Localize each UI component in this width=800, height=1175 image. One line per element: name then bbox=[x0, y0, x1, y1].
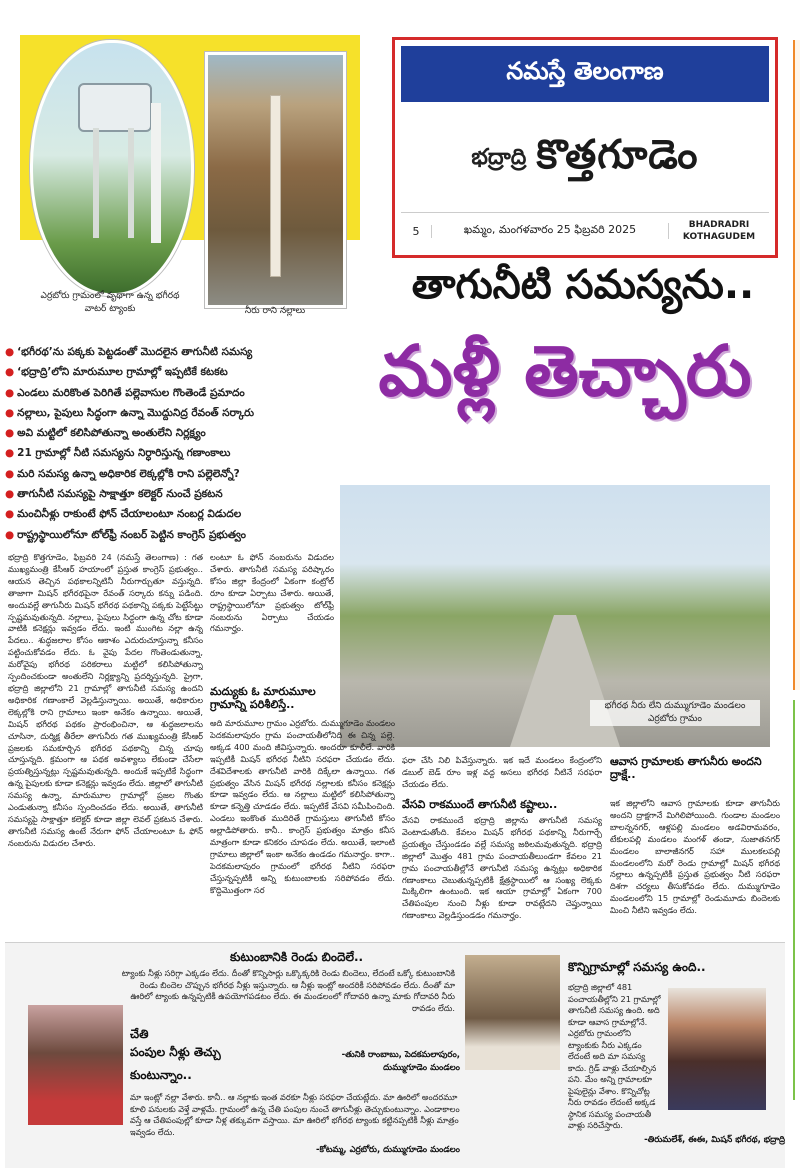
key-point: ● తాగునీటి సమస్యపై సాక్షాత్తూ కలెక్టర్ నుంచే ప్రకటన bbox=[5, 488, 223, 501]
subheading-village: మద్యుకు ఓ మారుమూల గ్రామాన్ని పరిశీలిస్తే.. bbox=[210, 685, 316, 711]
page-edge-stripe-lower bbox=[793, 700, 800, 1100]
person-photo-tirumalesh bbox=[668, 988, 766, 1110]
tank-leg bbox=[93, 128, 99, 238]
tap-pipe-photo bbox=[205, 52, 346, 308]
key-point: ● అవి మట్టిలో కలిసిపోతున్నా అంతులేని నిర్లక్ష్యం bbox=[5, 427, 206, 440]
quote2-title: కొన్నిగ్రామాల్లో సమస్య ఉంది.. bbox=[568, 960, 706, 974]
article-column-4: ఇక జిల్లాలోని ఆవాస గ్రామాలకు కూడా తాగునీరు అందని ద్రాక్షగానే మిగిలిపోయింది. గుండాల మండలం బాలన్ననగర్, ఆళ్లపల్లి మండలం అడవిరామవరం, టేకులపల్లి మండలం మంగళ్ తండా, సుజాతనగర్ మండలం బాలాజీనగర్ సహా ములకలపల్లి మండలంలోని మరో రెండు గ్రామాల్లో మిషన్ భగీరథ నల్లాలు ఉన్నప్పటికీ ప్రస్తుత ప్రభుత్వం నీటి సరఫరా దిశగా చర్యలు తీసుకోవడం లేదు. దుమ్ముగూడెం మండలంలోని 15 గ్రామాల్లో రెండుమూడు బిందెలకు మించి నీటిని ఇవ్వడం లేదు. bbox=[610, 798, 780, 916]
tank-photo-caption: ఎర్రబోరు గ్రామంలో వృథాగా ఉన్న భగీరథ వాటర్ ట్యాంకు bbox=[40, 291, 180, 314]
key-point: ● ‘భగీరథ’ను పక్కకు పెట్టడంతో మొదలైన తాగునీటి సమస్య bbox=[5, 346, 253, 358]
quote1-signature-line1: -తునికి రాంబాబు, పెదకమలాపురం, bbox=[341, 1050, 460, 1060]
pipe-photo-caption: నీరు రాని నల్లాలు bbox=[244, 306, 306, 316]
article-column-2: అది మారుమూల గ్రామం ఎర్రబోరు. దుమ్ముగూడెం మండలం పెదకమలాపురం గ్రామ పంచాయతీలోనిది ఈ చిన్న పల్లె. అక్కడ 400 మంది జీవిస్తున్నారు. అందరూ కూలీలే. వారికి ఇప్పటికీ మిషన్ భగీరథ నీటిని సరఫరా చేయడం లేదు. దేశవిదేశాలకు తాగునీటి వారికి దిక్కేలా ఉన్నాయి. గత ప్రభుత్వం వేసిన మిషన్ భగీరథ నల్లాలకు కనీసం కనెక్షన్లు కూడా ఇవ్వడం లేదు. ఆ నల్లాలు మట్టిలో కలిసిపోతున్నా కూడా కన్నెత్తి చూడడం లేదు. ఇప్పటికే వేసవి సమీపించింది. ఎండలు ఇంకొంత ముదిరితే గ్రామస్తులు తాగునీటి కోసం అల్లాడిపోతారు. కానీ.. కాంగ్రెస్ ప్రభుత్వం మాత్రం కనీస మాత్రంగా కూడా కనికరం చూపడం లేదు. అయితే, ఇలాంటి గ్రామాలు జిల్లాలో ఇంకా అనేకం ఉండడం గమనార్హం. కాగా.. పెదకమలాపురం గ్రామంలో భగీరథ నీటిని సరఫరా చేస్తున్నప్పటికీ అన్ని కుటుంబాలకు సరిపోవడం లేదు. కొద్దిమొత్తంగా సర bbox=[210, 718, 395, 895]
quote2-text: భద్రాద్రి జిల్లాలో 481 పంచాయతీల్లోని 21 గ్రామాల్లో తాగునీటి సమస్య ఉంది. అది కూడా ఆవాస గ్రామాల్లోనే. ఎర్రబోరు గ్రామంలోని ట్యాంకుకు నీరు ఎక్కడం లేదంటే అది మా సమస్య కాదు. గ్రిడ్ వాళ్లు చేయాల్సిన పని. మేం అన్ని గ్రామాలకూ పైపులైన్లు వేశాం. కొన్నిచోట్ల నీరు రావడం లేదంటే అక్కడ స్థానిక సమస్య పంచాయతీ వాళ్లు సరిచేస్తారు. bbox=[568, 982, 661, 1130]
quote1-text: ట్యాంకు నీళ్లు సరిగ్గా ఎక్కడం లేదు. దీంతో కొన్నిసార్లు ఒక్కొక్కరికి రెండు బిందెలు, లేదంటే ఒక్కో కుటుంబానికి రెండు బిందెల చొప్పున భగీరథ నీళ్లు ఇస్తున్నారు. ఆ నీళ్లు ఇంట్లో అందరికీ సరిపోవడం లేదు. దీంతో మా ఊరిలో ట్యాంకు ఉన్నప్పటికీ ఉపయోగపడటం లేదు. ఈ మండలంలో గోదావరి ఉన్నా మాకు గోదావరి నీరు రావడం లేదు. bbox=[121, 968, 455, 1013]
paper-name: నమస్తే తెలంగాణ bbox=[401, 46, 769, 102]
quote3-text: మా ఇంట్లో నల్లా వేశారు. కానీ.. ఆ నల్లాకు ఇంత వరకూ నీళ్లు సరఫరా చేయట్లేదు. మా ఊరిలో అందరమూ కూలి పనులకు వెళ్తే వాళ్లమే. గ్రామంలో ఉన్న చేతి పంపుల నుంచే తాగునీళ్లు తెచ్చుకుంటున్నాం. ఎండాకాలం వస్తే ఆ చేతిపంపుల్లో కూడా నీళ్ల తక్కువగా వస్తాయి. మా ఊరిలో భగీరథ ట్యాంకు కట్టినప్పటికీ నీళ్లు మాత్రం ఇవ్వడం లేదు. bbox=[130, 1092, 460, 1137]
article-column-3: వేసవి రాకముందే భద్రాద్రి జిల్లాను తాగునీటి సమస్య వెంటాడుతోంది. కేవలం మిషన్ భగీరథ పథకాన్ని నీరుగార్చే ప్రయత్నం చేస్తుండడం వల్లే సమస్య జఠిలమవుతున్నది. భద్రాద్రి జిల్లాలో మొత్తం 481 గ్రామ పంచాయతీలుండగా కేవలం 21 గ్రామ పంచాయతీల్లోనే తాగునీటి సమస్య ఉన్నట్లు అధికారిక గణాంకాలు చెబుతున్నప్పటికీ క్షేత్రస్థాయిలో ఆ సంఖ్య లెక్కకు మిక్కిలిగా ఉంటుంది. ఇక ఆయా గ్రామాల్లో ఏకంగా 700 చేతిపంపుల నుంచి నీళ్లు కూడా రావట్లేదని చెప్తున్నాయి గణాంకాలు వెల్లడిస్తుండడం గమనార్హం. bbox=[402, 815, 602, 921]
subheading-summer: వేసవి రాకముందే తాగునీటి కష్టాలు.. bbox=[402, 798, 558, 811]
key-points-list bbox=[5, 342, 330, 545]
key-point: ● మంచినీళ్లు రాకుంటే ఫోన్ చేయాలంటూ నంబర్ల విడుదల bbox=[5, 508, 242, 521]
quote1-title: కుటుంబానికి రెండు బిందెలే.. bbox=[230, 950, 364, 964]
edition-place-line1: BHADRADRI bbox=[688, 220, 750, 230]
edition-title bbox=[395, 110, 775, 210]
key-point: ● ఎండలు మరికొంత పెరిగితే పల్లెవాసుల గొంతెండే ప్రమాదం bbox=[5, 386, 245, 399]
quote3-title-line1: చేతి bbox=[130, 1027, 149, 1041]
key-point: ● ‘భద్రాద్రి’లోని మారుమూల గ్రామాల్లో ఇప్పటికే కటకట bbox=[5, 366, 228, 379]
masthead bbox=[392, 37, 778, 258]
page-number: 5 bbox=[401, 225, 432, 238]
article-column-2-top: లంటూ ఓ ఫోన్ నంబరును విడుదల చేశారు. తాగునీటి సమస్య పరిష్కారం కోసం జిల్లా కేంద్రంలో ఏకంగా కంట్రోల్ రూం కూడా ఏర్పాటు చేశారు. అయితే, రాష్ట్రస్థాయిలోనూ ప్రభుత్వం టోల్‌ఫ్రీ నంబరును ఏర్పాటు చేయడం గమనార్హం. bbox=[210, 552, 334, 634]
tank-illustration bbox=[78, 83, 152, 132]
road-photo-caption: భగీరథ నీరు లేని దుమ్ముగూడెం మండలం ఎర్రబోరు గ్రామం bbox=[590, 700, 760, 726]
edition-district: భద్రాద్రి bbox=[471, 145, 527, 170]
key-point: ● నల్లాలు, పైపులు సిద్ధంగా ఉన్నా మొద్దునిద్ర రేవంత్ సర్కారు bbox=[5, 406, 255, 419]
key-point: ● రాష్ట్రస్థాయిలోనూ టోల్‌ఫ్రీ నంబర్ పెట్టిన కాంగ్రెస్ ప్రభుత్వం bbox=[5, 528, 246, 541]
issue-date: ఖమ్మం, మంగళవారం 25 ఫిబ్రవరి 2025 bbox=[432, 223, 669, 239]
person-photo-kotamma bbox=[28, 1005, 123, 1125]
key-point: ● మరి సమస్య ఉన్నా అధికారిక లెక్కల్లోకి రాని పల్లెలెన్నో? bbox=[5, 467, 240, 480]
edition-place-line2: KOTHAGUDEM bbox=[682, 232, 756, 242]
subheading-habitations: ఆవాస గ్రామాలకు తాగునీరు అందని ద్రాక్షే.. bbox=[610, 755, 762, 781]
article-column-1: భద్రాద్రి కొత్తగూడెం, ఫిబ్రవరి 24 (నమస్తే తెలంగాణ) : గత ముఖ్యమంత్రి కేసీఆర్ హయాంలో ప్రస్తుత కాంగ్రెస్ ప్రభుత్వం.. ఆయన తెచ్చిన పథకాలన్నిటినీ నీరుగార్చుతూ వస్తున్నది. తాజాగా మిషన్ భగీరథపైనా రేవంత్ సర్కారు కన్ను పడింది. అందువల్లే తాగునీరు మిషన్ భగీరథ పథకాన్ని పక్కకు పెట్టేసేట్టు స్పష్టమవుతున్నది. నల్లాలు, పైపులు సిద్ధంగా ఉన్న చోట కూడా వాటికి కనెక్షన్లు ఇవ్వడం లేదు. ఇంటి ముంగిట నల్లా ఉన్న పేదలు.. శుద్ధజలాల కోసం ఆకాశం ఎదురుచూస్తున్నా కనీసం పట్టించుకోవడం లేదు. ఓ వైపు పేదల గొంతెండుతున్నా, మరోవైపు భగీరథ పరికరాలు మట్టిలో కలిసిపోతున్నా స్పందించకుండా అంతులేని నిర్లక్ష్యాన్ని ప్రదర్శిస్తున్నది. ప్రైగా, భద్రాద్రి జిల్లాలోని 21 గ్రామాల్లో తాగునీటి సమస్య ఉందని అధికారిక గణాంకాలే వెల్లడిస్తున్నాయి. అయితే, అధికారుల లెక్కల్లోకి రాని గ్రామాలు ఇంకా అనేకం ఉన్నాయి. అయితే, మిషన్ భగీరథ పథకం ప్రారంభించినా, ఆ శుద్ధజలాలను చూసినా, దుర్మిక్ష తీరేలా తాగునీరు గత ముఖ్యమంత్రి కేసీఆర్ ప్రజలకు సమకూర్చిన భగీరథ పథకాన్ని చిన్న చూపు చూస్తున్నది. క్రమంగా ఆ పథక అవశ్యాలు లేకుండా చేసేలా ప్రయత్నిస్తున్నట్లు స్పష్టమవుతున్నది. అందుకే ఇప్పటికే సిద్ధంగా ఉన్న పైపులకు కూడా కనెక్షన్లు ఇవ్వడం లేదు. జిల్లాలో తాగునీటి సమస్య ఉన్నా, మారుమూల గ్రామాల్లో ప్రజల గొంతు ఎండుతున్నా కనీసం స్పందించడం లేదు. అయితే, తాగునీటి సమస్యపై సాక్షాత్తూ కలెక్టర్ కూడా జిల్లా లెవల్ ప్రకటన చేశారు. తాగునీటి సమస్య ఉంటే నేరుగా ఫోన్ చేయాలంటూ ఓ ఫోన్ నంబరును విడుదల చేశారు. bbox=[8, 552, 203, 848]
article-column-3-top: ఫరా చేసి నిలి పివేస్తున్నారు. ఇక ఇదే మండలం కేంద్రంలోని డబుల్ బెడ్ రూం ఇళ్ల వద్ద అసలు భగీరథ నీటినే సరఫరా చేయడం లేదు. bbox=[402, 755, 602, 789]
quote3-title-line2: పంపుల నీళ్లు తెచ్చు bbox=[130, 1045, 221, 1059]
edition-place bbox=[669, 219, 769, 243]
person-photo-rambabu bbox=[465, 955, 560, 1070]
headline-line2: మళ్లీ తెచ్చారు bbox=[378, 330, 752, 412]
tank-tower bbox=[151, 103, 161, 243]
masthead-footer bbox=[401, 212, 769, 249]
tap-pipe bbox=[270, 95, 281, 277]
road bbox=[510, 615, 620, 747]
tank-leg bbox=[128, 128, 134, 238]
quote1-signature-line2: దుమ్ముగూడెం మండలం bbox=[383, 1063, 460, 1073]
water-tank-photo bbox=[30, 40, 194, 296]
edition-town: కొత్తగూడెం bbox=[536, 132, 699, 178]
quote3-title-line3: కుంటున్నాం.. bbox=[130, 1068, 192, 1082]
key-point: ● 21 గ్రామాల్లో నీటి సమస్యను నిర్ధారిస్తున్న గణాంకాలు bbox=[5, 447, 231, 460]
quote2-signature: -తిరుమలేశ్, ఈఈ, మిషన్ భగీరథ, భద్రాద్రి bbox=[644, 1135, 785, 1145]
headline-line1: తాగునీటి సమస్యను.. bbox=[411, 262, 755, 308]
quote3-signature: -కోటమ్మ, ఎర్రబోరు, దుమ్ముగూడెం మండలం bbox=[316, 1145, 460, 1155]
